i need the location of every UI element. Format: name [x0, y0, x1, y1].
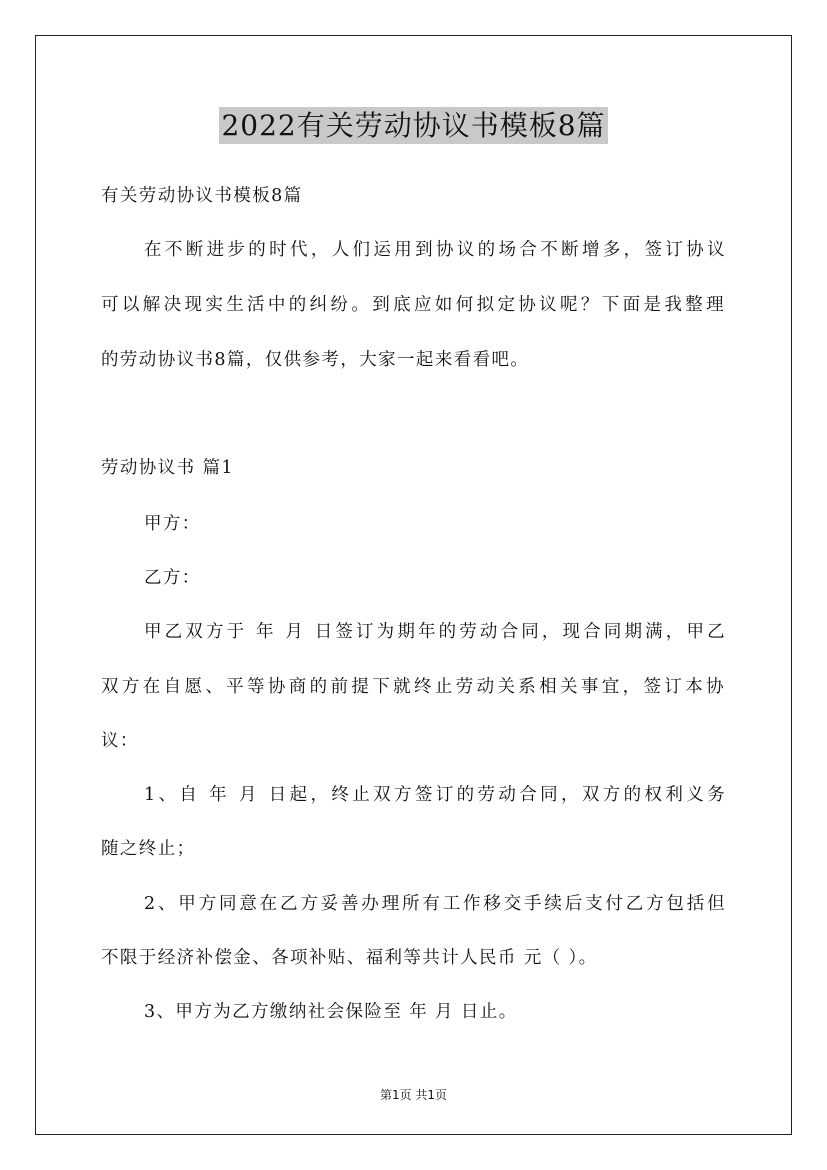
- clause-3-line-1: 3、甲方为乙方缴纳社会保险至 年 月 日止。: [144, 1002, 518, 1022]
- clause-2-line-1: 2、甲方同意在乙方妥善办理所有工作移交手续后支付乙方包括但: [144, 894, 726, 914]
- intro-line-2: 可以解决现实生活中的纠纷。到底应如何拟定协议呢？下面是我整理: [101, 295, 725, 315]
- party-b-label: 乙方：: [144, 568, 201, 588]
- page-number-footer: 第1页 共1页: [379, 1088, 448, 1102]
- intro-line-3: 的劳动协议书8篇，仅供参考，大家一起来看看吧。: [101, 350, 530, 370]
- body-line-1: 甲乙双方于 年 月 日签订为期年的劳动合同，现合同期满，甲乙: [144, 622, 726, 642]
- body-line-3: 议：: [101, 731, 139, 751]
- clause-2-line-2: 不限于经济补偿金、各项补贴、福利等共计人民币 元（ ）。: [101, 948, 598, 968]
- body-line-2: 双方在自愿、平等协商的前提下就终止劳动关系相关事宜，签订本协: [101, 677, 725, 697]
- section-heading: 劳动协议书 篇1: [101, 458, 234, 478]
- document-title-text: 2022有关劳动协议书模板8篇: [221, 109, 606, 142]
- intro-line-1: 在不断进步的时代，人们运用到协议的场合不断增多，签订协议: [144, 240, 726, 260]
- clause-1-line-1: 1、自 年 月 日起，终止双方签订的劳动合同，双方的权利义务: [144, 785, 726, 805]
- document-title: [0, 104, 827, 144]
- party-a-label: 甲方：: [144, 514, 201, 534]
- document-subtitle: 有关劳动协议书模板8篇: [101, 186, 303, 206]
- clause-1-line-2: 随之终止；: [101, 839, 196, 859]
